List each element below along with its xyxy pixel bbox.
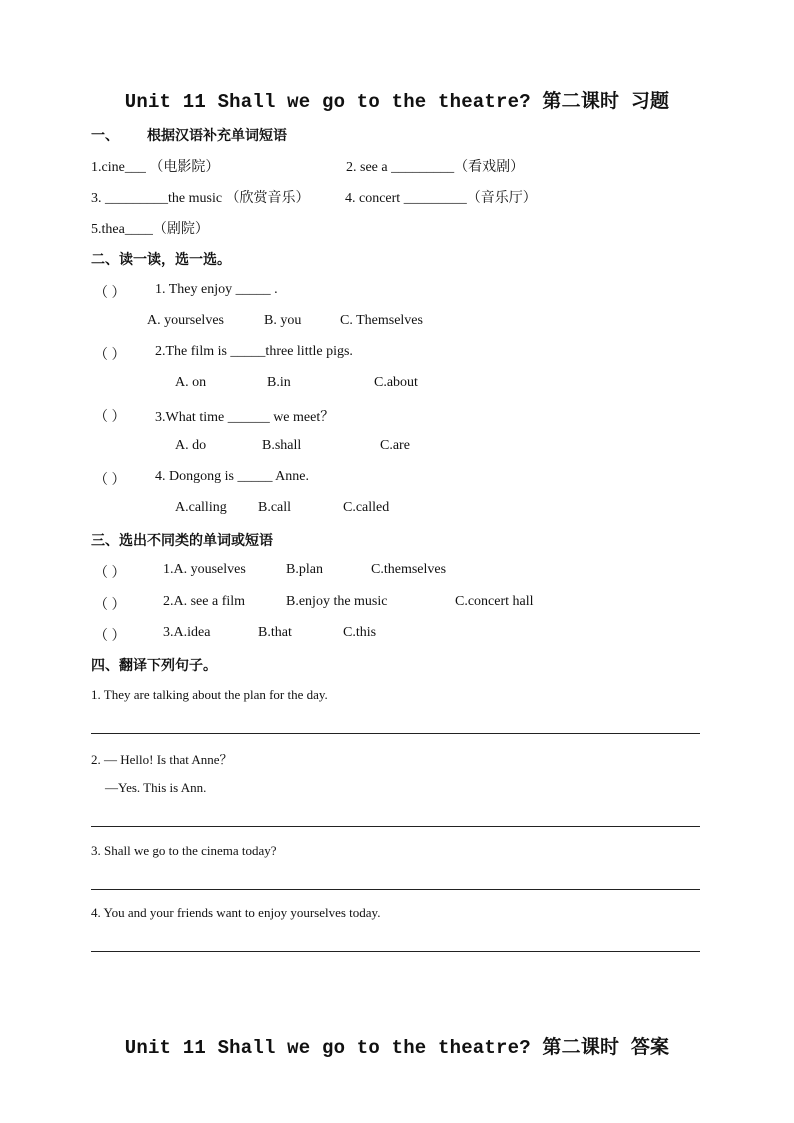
option: 2.A. see a film — [163, 594, 246, 609]
translate-sentence-2: 2. — Hello! Is that Anne？ — [91, 752, 233, 767]
answer-paren: （ ） — [94, 629, 126, 644]
option: B.plan — [286, 562, 323, 577]
answer-paren: （ ） — [94, 566, 126, 581]
option: B.shall — [262, 438, 302, 453]
answer-paren: （ ） — [94, 410, 126, 425]
answer-paren: （ ） — [94, 473, 126, 488]
option: B.in — [267, 375, 291, 390]
question-stem: 3.What time ______ we meet？ — [155, 410, 335, 425]
option: A. yourselves — [147, 313, 224, 328]
option: C.this — [343, 625, 377, 640]
translate-sentence-4: 4. You and your friends want to enjoy yourselves today. — [91, 905, 381, 920]
section-3-heading: 三、选出不同类的单词或短语 — [91, 533, 273, 549]
option: B.call — [258, 500, 292, 515]
translate-sentence-3: 3. Shall we go to the cinema today? — [91, 843, 277, 858]
answer-title: Unit 11 Shall we go to the theatre? 第二课时 答案 — [124, 1037, 670, 1059]
section-4-heading: 四、翻译下列句子。 — [91, 658, 217, 674]
option: A.calling — [175, 500, 227, 515]
option: C.are — [380, 438, 410, 453]
answer-paren: （ ） — [94, 348, 126, 363]
answer-paren: （ ） — [94, 286, 126, 301]
translate-sentence-1: 1. They are talking about the plan for the day. — [91, 687, 328, 702]
option: B. you — [264, 313, 302, 328]
option: B.enjoy the music — [286, 594, 388, 609]
section-1-heading: 根据汉语补充单词短语 — [147, 128, 287, 144]
answer-line[interactable] — [91, 951, 700, 952]
question-stem: 4. Dongong is _____ Anne. — [155, 469, 309, 484]
fill-item-5: 5.thea____（剧院） — [91, 222, 209, 237]
answer-line[interactable] — [91, 889, 700, 890]
option: A. do — [175, 438, 207, 453]
fill-item-4: 4. concert _________（音乐厅） — [345, 191, 537, 206]
option: 3.A.idea — [163, 625, 211, 640]
answer-paren: （ ） — [94, 598, 126, 613]
option: C.called — [343, 500, 390, 515]
question-stem: 2.The film is _____three little pigs. — [155, 344, 353, 359]
fill-item-1: 1.cine___ （电影院） — [91, 160, 220, 175]
option: A. on — [175, 375, 207, 390]
answer-line[interactable] — [91, 826, 700, 827]
section-1-number: 一、 — [91, 128, 119, 144]
fill-item-3: 3. _________the music （欣赏音乐） — [91, 191, 310, 206]
translate-sentence-2-reply: —Yes. This is Ann. — [105, 780, 207, 795]
fill-item-2: 2. see a _________（看戏剧） — [346, 160, 525, 175]
worksheet-title: Unit 11 Shall we go to the theatre? 第二课时 习题 — [124, 91, 670, 113]
option: 1.A. youselves — [163, 562, 246, 577]
option: C. Themselves — [340, 313, 423, 328]
option: B.that — [258, 625, 292, 640]
answer-line[interactable] — [91, 733, 700, 734]
option: C.about — [374, 375, 418, 390]
option: C.concert hall — [455, 594, 534, 609]
question-stem: 1. They enjoy _____ . — [155, 282, 278, 297]
section-2-heading: 二、读一读，选一选。 — [91, 252, 231, 268]
option: C.themselves — [371, 562, 447, 577]
